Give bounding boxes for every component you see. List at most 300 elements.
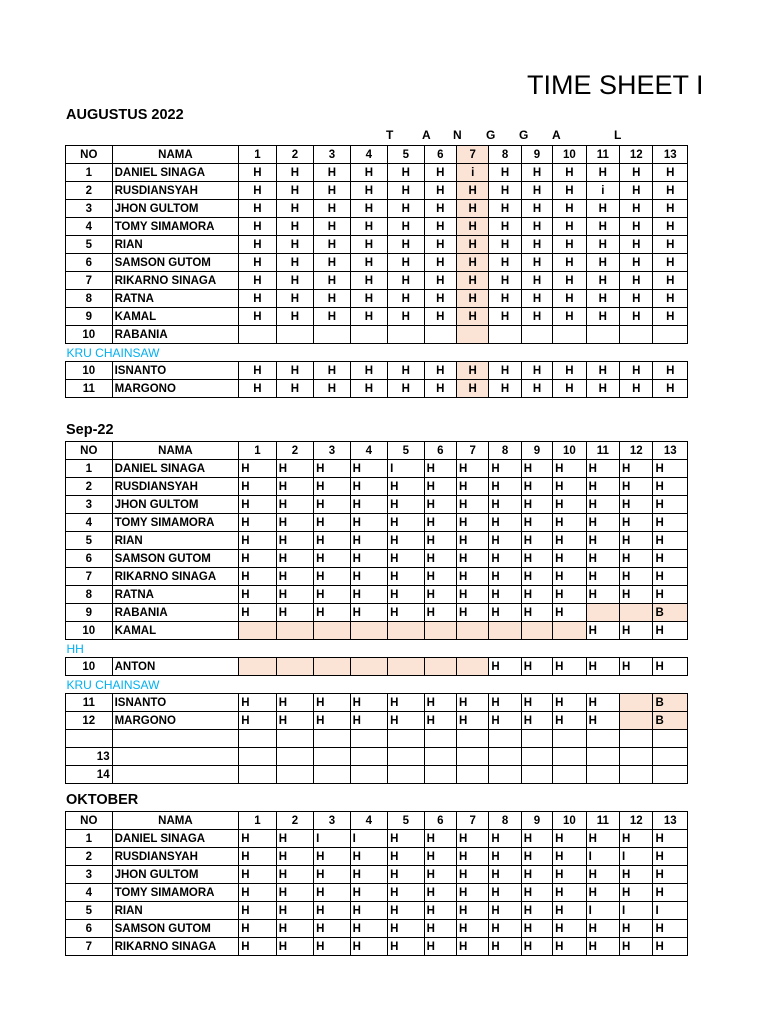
- attendance-cell: H: [586, 380, 619, 398]
- attendance-cell: H: [388, 380, 424, 398]
- attendance-cell: H: [456, 712, 488, 730]
- table-header-row: [66, 442, 688, 460]
- row-number: 6: [66, 920, 113, 938]
- attendance-cell: H: [620, 272, 653, 290]
- table-row: [66, 290, 688, 308]
- attendance-cell: H: [239, 200, 276, 218]
- day-column-header: 12: [620, 146, 653, 164]
- attendance-cell: H: [620, 164, 653, 182]
- attendance-cell: H: [314, 362, 350, 380]
- attendance-cell: [276, 326, 313, 344]
- attendance-cell: H: [553, 586, 586, 604]
- attendance-cell: [314, 658, 350, 676]
- empty-cell: [276, 766, 313, 784]
- september-heading: Sep-22: [66, 422, 114, 438]
- attendance-cell: H: [276, 496, 313, 514]
- day-column-header: 4: [350, 146, 387, 164]
- attendance-cell: H: [424, 478, 456, 496]
- empty-cell: [653, 766, 688, 784]
- attendance-cell: H: [521, 478, 552, 496]
- day-column-header: 13: [653, 146, 688, 164]
- attendance-cell: H: [553, 884, 586, 902]
- attendance-cell: H: [314, 586, 350, 604]
- attendance-cell: H: [350, 182, 387, 200]
- attendance-cell: H: [239, 164, 276, 182]
- employee-name: RIAN: [112, 236, 239, 254]
- table-row: [66, 164, 688, 182]
- attendance-cell: H: [553, 920, 586, 938]
- attendance-cell: H: [388, 848, 424, 866]
- attendance-cell: H: [424, 514, 456, 532]
- attendance-cell: H: [489, 830, 521, 848]
- attendance-cell: H: [314, 272, 350, 290]
- row-number: 10: [66, 658, 113, 676]
- attendance-cell: H: [553, 866, 586, 884]
- attendance-cell: H: [276, 460, 313, 478]
- attendance-cell: H: [586, 218, 619, 236]
- attendance-cell: H: [388, 586, 424, 604]
- attendance-cell: H: [489, 712, 521, 730]
- row-number: 8: [66, 290, 113, 308]
- attendance-cell: [620, 326, 653, 344]
- table-row: [66, 658, 688, 676]
- attendance-cell: H: [424, 902, 456, 920]
- attendance-cell: H: [521, 866, 552, 884]
- attendance-cell: H: [388, 164, 424, 182]
- attendance-cell: H: [239, 254, 276, 272]
- empty-cell: [456, 766, 488, 784]
- attendance-cell: H: [653, 938, 688, 956]
- attendance-cell: H: [424, 586, 456, 604]
- empty-cell: [239, 730, 276, 748]
- employee-name: RIKARNO SINAGA: [112, 938, 239, 956]
- attendance-cell: H: [620, 236, 653, 254]
- attendance-cell: H: [276, 550, 313, 568]
- attendance-cell: [586, 326, 619, 344]
- attendance-cell: H: [424, 884, 456, 902]
- table-row: [66, 568, 688, 586]
- attendance-cell: H: [388, 938, 424, 956]
- attendance-cell: H: [239, 460, 276, 478]
- attendance-cell: I: [350, 830, 387, 848]
- attendance-cell: H: [653, 568, 688, 586]
- attendance-cell: H: [521, 290, 552, 308]
- day-column-header: 10: [553, 146, 586, 164]
- attendance-cell: H: [350, 272, 387, 290]
- empty-cell: [388, 748, 424, 766]
- attendance-cell: H: [620, 200, 653, 218]
- attendance-cell: H: [586, 164, 619, 182]
- attendance-cell: [424, 326, 456, 344]
- attendance-cell: I: [653, 902, 688, 920]
- attendance-cell: H: [521, 884, 552, 902]
- employee-name: MARGONO: [112, 712, 239, 730]
- day-column-header: 2: [276, 442, 313, 460]
- attendance-cell: H: [456, 182, 488, 200]
- empty-cell: [350, 748, 387, 766]
- attendance-cell: H: [424, 308, 456, 326]
- table-row: [66, 622, 688, 640]
- attendance-cell: H: [620, 550, 653, 568]
- table-row: [66, 830, 688, 848]
- attendance-cell: I: [388, 460, 424, 478]
- attendance-cell: H: [489, 254, 521, 272]
- attendance-cell: H: [314, 200, 350, 218]
- attendance-cell: H: [553, 478, 586, 496]
- attendance-cell: H: [276, 272, 313, 290]
- attendance-cell: H: [456, 532, 488, 550]
- attendance-cell: H: [388, 272, 424, 290]
- empty-cell: [388, 730, 424, 748]
- day-column-header: 8: [489, 442, 521, 460]
- attendance-cell: H: [489, 550, 521, 568]
- attendance-cell: H: [388, 290, 424, 308]
- attendance-cell: H: [239, 866, 276, 884]
- empty-cell: [653, 748, 688, 766]
- attendance-cell: H: [276, 848, 313, 866]
- attendance-cell: H: [239, 514, 276, 532]
- attendance-cell: H: [586, 920, 619, 938]
- row-number: 3: [66, 200, 113, 218]
- attendance-cell: H: [350, 604, 387, 622]
- attendance-cell: H: [276, 308, 313, 326]
- attendance-cell: H: [350, 478, 387, 496]
- attendance-cell: H: [424, 830, 456, 848]
- employee-name: TOMY SIMAMORA: [112, 218, 239, 236]
- attendance-cell: H: [350, 848, 387, 866]
- attendance-cell: H: [586, 712, 619, 730]
- attendance-cell: H: [586, 514, 619, 532]
- employee-name: TOMY SIMAMORA: [112, 884, 239, 902]
- attendance-cell: H: [276, 362, 313, 380]
- attendance-cell: H: [456, 460, 488, 478]
- table-row: [66, 380, 688, 398]
- tanggal-letter: G: [519, 128, 529, 142]
- attendance-cell: H: [586, 694, 619, 712]
- attendance-cell: H: [620, 362, 653, 380]
- attendance-cell: H: [489, 866, 521, 884]
- employee-name: DANIEL SINAGA: [112, 164, 239, 182]
- attendance-cell: H: [314, 218, 350, 236]
- attendance-cell: H: [314, 568, 350, 586]
- employee-name: RIKARNO SINAGA: [112, 272, 239, 290]
- employee-name: SAMSON GUTOM: [112, 254, 239, 272]
- attendance-cell: H: [521, 604, 552, 622]
- employee-name: RUSDIANSYAH: [112, 848, 239, 866]
- attendance-cell: H: [653, 830, 688, 848]
- attendance-cell: H: [521, 380, 552, 398]
- attendance-cell: H: [553, 236, 586, 254]
- attendance-cell: I: [620, 848, 653, 866]
- attendance-cell: H: [553, 902, 586, 920]
- attendance-cell: [388, 326, 424, 344]
- table-row: [66, 532, 688, 550]
- attendance-cell: H: [239, 884, 276, 902]
- attendance-cell: H: [553, 496, 586, 514]
- table-row: [66, 748, 688, 766]
- table-row: [66, 712, 688, 730]
- day-column-header: 6: [424, 442, 456, 460]
- attendance-cell: H: [620, 478, 653, 496]
- attendance-cell: H: [276, 920, 313, 938]
- attendance-cell: [388, 658, 424, 676]
- row-number: 7: [66, 568, 113, 586]
- attendance-cell: H: [424, 568, 456, 586]
- attendance-cell: H: [239, 568, 276, 586]
- table-row: [66, 218, 688, 236]
- day-column-header: 12: [620, 442, 653, 460]
- attendance-cell: H: [456, 938, 488, 956]
- attendance-cell: H: [620, 920, 653, 938]
- attendance-cell: H: [424, 218, 456, 236]
- attendance-cell: H: [314, 254, 350, 272]
- attendance-cell: H: [653, 658, 688, 676]
- attendance-cell: H: [314, 532, 350, 550]
- attendance-cell: H: [276, 830, 313, 848]
- attendance-cell: H: [276, 514, 313, 532]
- attendance-cell: H: [521, 308, 552, 326]
- attendance-cell: H: [553, 938, 586, 956]
- tanggal-letter: G: [486, 128, 496, 142]
- attendance-cell: H: [653, 272, 688, 290]
- employee-name: RATNA: [112, 290, 239, 308]
- attendance-cell: H: [456, 830, 488, 848]
- attendance-cell: H: [424, 938, 456, 956]
- attendance-cell: H: [276, 568, 313, 586]
- attendance-cell: H: [553, 218, 586, 236]
- day-column-header: 8: [489, 146, 521, 164]
- attendance-cell: H: [489, 218, 521, 236]
- attendance-cell: H: [489, 460, 521, 478]
- attendance-cell: H: [314, 308, 350, 326]
- empty-cell: [489, 730, 521, 748]
- attendance-cell: H: [314, 902, 350, 920]
- empty-cell: [489, 766, 521, 784]
- attendance-cell: H: [276, 164, 313, 182]
- attendance-cell: H: [620, 218, 653, 236]
- attendance-cell: H: [553, 380, 586, 398]
- day-column-header: 7: [456, 146, 488, 164]
- attendance-cell: H: [276, 290, 313, 308]
- day-column-header: 7: [456, 442, 488, 460]
- attendance-cell: H: [314, 848, 350, 866]
- empty-cell: [489, 748, 521, 766]
- attendance-cell: H: [456, 308, 488, 326]
- employee-name: RATNA: [112, 586, 239, 604]
- empty-cell: [276, 730, 313, 748]
- attendance-cell: H: [314, 920, 350, 938]
- attendance-cell: H: [653, 622, 688, 640]
- attendance-cell: [620, 694, 653, 712]
- table-row: [66, 478, 688, 496]
- empty-cell: [314, 748, 350, 766]
- row-number: 2: [66, 848, 113, 866]
- day-column-header: 3: [314, 812, 350, 830]
- attendance-cell: H: [276, 478, 313, 496]
- table-row: [66, 730, 688, 748]
- attendance-cell: H: [239, 938, 276, 956]
- attendance-cell: H: [388, 866, 424, 884]
- attendance-cell: H: [276, 884, 313, 902]
- empty-cell: [388, 766, 424, 784]
- attendance-cell: H: [521, 362, 552, 380]
- attendance-cell: H: [314, 712, 350, 730]
- day-column-header: 4: [350, 442, 387, 460]
- attendance-cell: H: [388, 362, 424, 380]
- attendance-cell: H: [456, 218, 488, 236]
- attendance-cell: H: [350, 694, 387, 712]
- row-number: 9: [66, 308, 113, 326]
- attendance-cell: H: [521, 830, 552, 848]
- attendance-cell: H: [489, 884, 521, 902]
- attendance-cell: [456, 622, 488, 640]
- attendance-cell: H: [314, 164, 350, 182]
- tanggal-letter: T: [386, 128, 394, 142]
- attendance-cell: H: [586, 884, 619, 902]
- table-row: [66, 848, 688, 866]
- attendance-cell: H: [489, 938, 521, 956]
- empty-cell: [276, 748, 313, 766]
- employee-name: DANIEL SINAGA: [112, 830, 239, 848]
- empty-cell: [112, 748, 239, 766]
- attendance-cell: H: [314, 182, 350, 200]
- table-row: [66, 604, 688, 622]
- attendance-cell: H: [653, 460, 688, 478]
- group-label-row: [66, 344, 688, 362]
- day-column-header: 13: [653, 812, 688, 830]
- attendance-cell: H: [424, 604, 456, 622]
- day-column-header: 2: [276, 146, 313, 164]
- attendance-cell: H: [456, 236, 488, 254]
- attendance-cell: H: [314, 460, 350, 478]
- attendance-cell: H: [653, 514, 688, 532]
- attendance-cell: H: [553, 568, 586, 586]
- attendance-cell: H: [314, 290, 350, 308]
- empty-cell: [521, 730, 552, 748]
- attendance-cell: H: [586, 496, 619, 514]
- attendance-cell: H: [620, 182, 653, 200]
- row-number: 8: [66, 586, 113, 604]
- august-heading: AUGUSTUS 2022: [66, 107, 184, 123]
- attendance-cell: H: [553, 712, 586, 730]
- attendance-cell: H: [456, 902, 488, 920]
- attendance-cell: H: [424, 272, 456, 290]
- attendance-cell: H: [388, 236, 424, 254]
- attendance-cell: [239, 658, 276, 676]
- empty-cell: [350, 730, 387, 748]
- attendance-cell: H: [350, 290, 387, 308]
- attendance-cell: H: [239, 478, 276, 496]
- employee-name: DANIEL SINAGA: [112, 460, 239, 478]
- attendance-cell: [456, 326, 488, 344]
- attendance-cell: H: [314, 694, 350, 712]
- attendance-cell: H: [388, 182, 424, 200]
- employee-name: RIKARNO SINAGA: [112, 568, 239, 586]
- row-number: 3: [66, 496, 113, 514]
- empty-cell: [553, 748, 586, 766]
- table-row: [66, 514, 688, 532]
- attendance-cell: [489, 622, 521, 640]
- attendance-cell: H: [586, 460, 619, 478]
- day-column-header: 1: [239, 812, 276, 830]
- attendance-cell: H: [521, 938, 552, 956]
- attendance-cell: H: [653, 884, 688, 902]
- attendance-cell: H: [239, 830, 276, 848]
- attendance-cell: B: [653, 712, 688, 730]
- attendance-cell: H: [586, 308, 619, 326]
- empty-cell: [314, 766, 350, 784]
- table-row: [66, 236, 688, 254]
- day-column-header: 11: [586, 146, 619, 164]
- october-table: [65, 811, 688, 956]
- attendance-cell: H: [653, 478, 688, 496]
- attendance-cell: H: [620, 290, 653, 308]
- table-row: [66, 254, 688, 272]
- row-number: 5: [66, 902, 113, 920]
- attendance-cell: H: [521, 920, 552, 938]
- attendance-cell: H: [276, 712, 313, 730]
- attendance-cell: H: [276, 218, 313, 236]
- attendance-cell: H: [424, 362, 456, 380]
- attendance-cell: H: [424, 920, 456, 938]
- day-column-header: 8: [489, 812, 521, 830]
- attendance-cell: [521, 622, 552, 640]
- attendance-cell: H: [653, 380, 688, 398]
- attendance-cell: H: [553, 182, 586, 200]
- attendance-cell: I: [314, 830, 350, 848]
- attendance-cell: H: [586, 550, 619, 568]
- row-number: 14: [66, 766, 113, 784]
- empty-cell: [424, 766, 456, 784]
- attendance-cell: H: [521, 272, 552, 290]
- attendance-cell: H: [388, 884, 424, 902]
- attendance-cell: H: [350, 380, 387, 398]
- table-row: [66, 866, 688, 884]
- attendance-cell: H: [586, 290, 619, 308]
- attendance-cell: H: [653, 550, 688, 568]
- table-row: [66, 938, 688, 956]
- row-number: 5: [66, 236, 113, 254]
- attendance-cell: H: [586, 272, 619, 290]
- employee-name: RUSDIANSYAH: [112, 478, 239, 496]
- september-table: [65, 441, 688, 784]
- employee-name: RIAN: [112, 902, 239, 920]
- attendance-cell: H: [653, 920, 688, 938]
- attendance-cell: H: [388, 308, 424, 326]
- attendance-cell: H: [456, 254, 488, 272]
- group-label-row: [66, 640, 688, 658]
- empty-cell: [553, 730, 586, 748]
- attendance-cell: H: [388, 712, 424, 730]
- employee-name: ISNANTO: [112, 694, 239, 712]
- attendance-cell: [424, 658, 456, 676]
- attendance-cell: H: [424, 460, 456, 478]
- empty-cell: [112, 766, 239, 784]
- attendance-cell: H: [350, 920, 387, 938]
- attendance-cell: H: [586, 568, 619, 586]
- attendance-cell: H: [489, 586, 521, 604]
- attendance-cell: H: [620, 658, 653, 676]
- no-column-header: NO: [66, 812, 113, 830]
- attendance-cell: [456, 658, 488, 676]
- empty-cell: [586, 766, 619, 784]
- row-number: 12: [66, 712, 113, 730]
- nama-column-header: NAMA: [112, 812, 239, 830]
- attendance-cell: H: [456, 478, 488, 496]
- attendance-cell: H: [456, 586, 488, 604]
- attendance-cell: H: [239, 586, 276, 604]
- row-number: 6: [66, 550, 113, 568]
